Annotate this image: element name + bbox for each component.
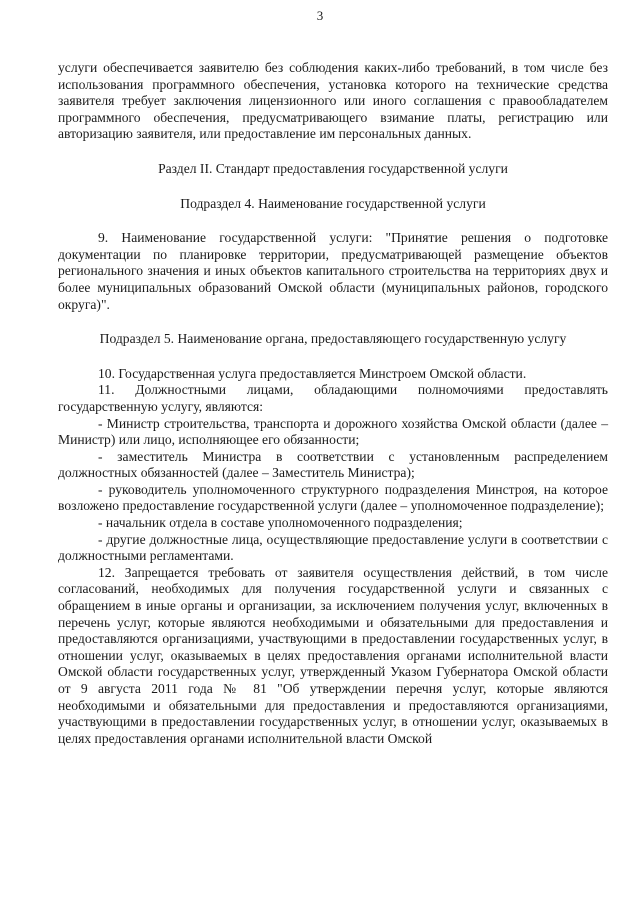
paragraph-10: 10. Государственная услуга предоставляется Минстроем Омской области. (98, 365, 527, 381)
intro-paragraph: услуги обеспечивается заявителю без соблюдения каких-либо требований, в том числе без использования программного обеспечения, установка которого на технические средства заявителя требует заключения лицензионного или иного соглашения с правообладателем программного обеспечения, предусматривающего взимание платы, регистрацию или авторизацию заявителя, или предоставление им персональных данных. (58, 60, 608, 142)
list-item: - руководитель уполномоченного структурного подразделения Минстроя, на которое возложено предоставление государственной услуги (далее – уполномоченное подразделение); (58, 481, 608, 514)
paragraph-11: 11. Должностными лицами, обладающими полномочиями предоставлять государственную услугу, являются: (58, 382, 608, 414)
list-item: - другие должностные лица, осуществляющие предоставление услуги в соответствии с должностными регламентами. (58, 531, 608, 564)
list-item: - Министр строительства, транспорта и дорожного хозяйства Омской области (далее – Министр) или лицо, исполняющее его обязанности; (58, 415, 608, 448)
subsection-4-heading: Подраздел 4. Наименование государственной услуги (180, 195, 486, 211)
section-heading: Раздел II. Стандарт предоставления государственной услуги (158, 160, 508, 176)
paragraph-12: 12. Запрещается требовать от заявителя осуществления действий, в том числе согласований, необходимых для получения государственной услуги и связанных с обращением в иные органы и организации, за исключением получения услуг, включенных в перечень услуг, которые являются необходимыми и обязательными для предоставления и предоставляются организациями, участвующими в предоставлении государственных услуг, в отношении услуг, оказываемых в целях предоставления органами исполнительной власти Омской области государственных услуг, утвержденный Указом Губернатора Омской области от 9 августа 2011 года № 81 "Об утверждении перечня услуг, которые являются необходимыми и обязательными для предоставления и предоставляются организациями, участвующими в предоставлении государственных услуг, в отношении услуг, оказываемых в целях предоставления органами исполнительной власти Омской (58, 564, 608, 746)
page-number: 3 (316, 8, 324, 23)
document-body (58, 60, 608, 747)
paragraph-9: 9. Наименование государственной услуги: "Принятие решения о подготовке документации по планировке территории, предусматривающей размещение объектов регионального значения и иных объектов капитального строительства на территориях двух и более муниципальных образований Омской области (муниципальных районов, городского округа)". (58, 230, 608, 312)
list-item: - начальник отдела в составе уполномоченного подразделения; (98, 515, 463, 531)
subsection-5-heading: Подраздел 5. Наименование органа, предоставляющего государственную услугу (99, 331, 567, 347)
list-item: - заместитель Министра в соответствии с установленным распределением должностных обязанностей (далее – Заместитель Министра); (58, 448, 608, 481)
